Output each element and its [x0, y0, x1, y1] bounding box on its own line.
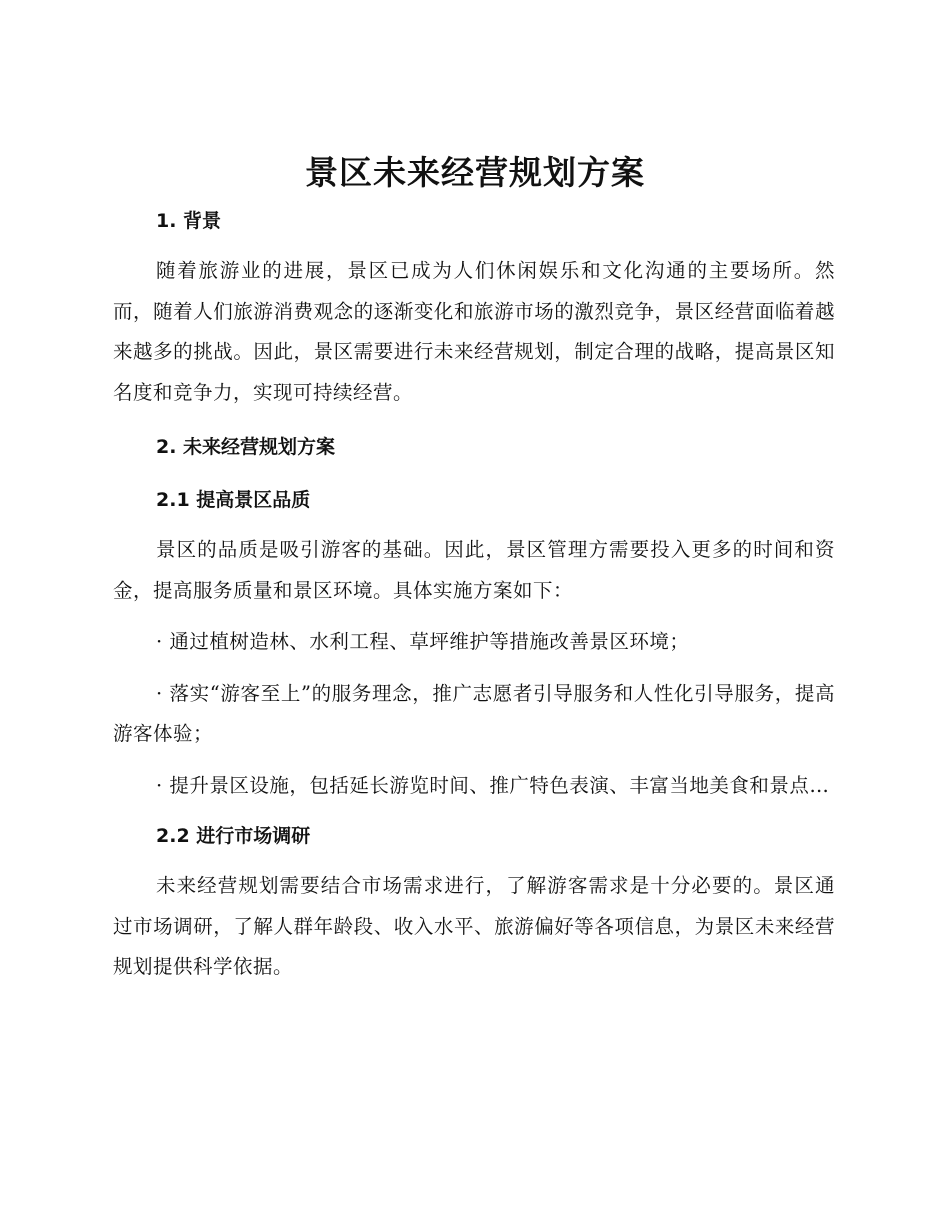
document-title: 景区未来经营规划方案 [305, 153, 645, 192]
quality-paragraph: 景区的品质是吸引游客的基础。因此，景区管理方需要投入更多的时间和资金，提高服务质量和景区环境。具体实施方案如下： [113, 538, 835, 602]
quality-bullet-item: · 提升景区设施，包括延长游览时间、推广特色表演、丰富当地美食和景点… [156, 773, 830, 797]
quality-bullet-item: · 落实“游客至上”的服务理念，推广志愿者引导服务和人性化引导服务，提高游客体验； [113, 681, 835, 745]
background-paragraph: 随着旅游业的进展，景区已成为人们休闲娱乐和文化沟通的主要场所。然而，随着人们旅游消费观念的逐渐变化和旅游市场的激烈竞争，景区经营面临着越来越多的挑战。因此，景区需要进行未来经营规划，制定合理的战略，提高景区知名度和竞争力，实现可持续经营。 [113, 259, 835, 404]
section-heading-background: 1. 背景 [156, 210, 222, 232]
section-heading-research: 2.2 进行市场调研 [156, 825, 311, 847]
section-heading-quality: 2.1 提高景区品质 [156, 489, 311, 511]
section-heading-plan: 2. 未来经营规划方案 [156, 436, 336, 458]
quality-bullet-item: · 通过植树造林、水利工程、草坪维护等措施改善景区环境； [156, 630, 690, 653]
research-paragraph: 未来经营规划需要结合市场需求进行，了解游客需求是十分必要的。景区通过市场调研，了解人群年龄段、收入水平、旅游偏好等各项信息，为景区未来经营规划提供科学依据。 [113, 874, 835, 978]
document-body [113, 202, 835, 988]
